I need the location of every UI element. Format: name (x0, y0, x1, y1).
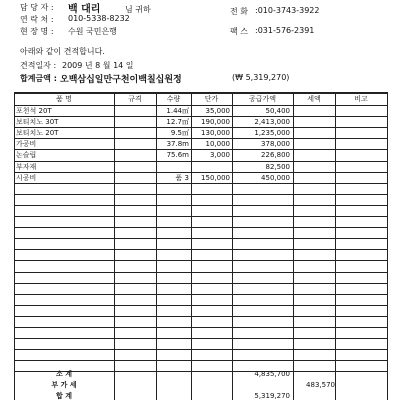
site-label: 현 장 명 : (20, 27, 54, 36)
cell-qty: 품 3 (175, 174, 189, 182)
subtotal-amount: 4,835,700 (254, 370, 290, 378)
cell-name: 포천석 20T (16, 107, 52, 115)
honorific: 님 귀하 (125, 5, 151, 14)
grand-amount: 5,319,270 (254, 392, 290, 400)
cell-amount: 50,400 (265, 107, 290, 115)
header-amount: 공급가액 (248, 95, 277, 103)
subtotal-label: 소 계 (56, 370, 72, 378)
cell-name: 시공비 (16, 174, 37, 182)
cell-amount: 450,000 (261, 174, 290, 182)
phone-value: :010-3743-3922 (255, 6, 320, 15)
cell-qty: 37.8m (166, 140, 189, 148)
cell-amount: 2,413,000 (254, 118, 290, 126)
header-note: 비고 (354, 95, 368, 103)
cell-name: 부자재 (16, 163, 37, 171)
cell-amount: 1,235,000 (254, 129, 290, 137)
cell-name: 논슬립 (16, 151, 37, 159)
cell-name: 보티치노 20T (16, 129, 59, 137)
header-spec: 규격 (128, 95, 142, 103)
contact-label: 담 당 자 : (20, 3, 54, 12)
cell-price: 150,000 (201, 174, 230, 182)
header-tax: 세액 (307, 95, 321, 103)
fax-label: 팩 스 (230, 27, 248, 36)
cell-price: 10,000 (205, 140, 230, 148)
cell-price: 190,000 (201, 118, 230, 126)
cell-qty: 12.7㎡ (166, 118, 189, 126)
date-label: 견적일자 : (20, 61, 57, 70)
header-item: 품 명 (56, 95, 72, 103)
cell-amount: 226,800 (261, 151, 290, 159)
total-label: 합계금액 : (20, 74, 57, 83)
phone-label: 전 화 (230, 7, 248, 16)
mobile-label: 연 락 처 : (20, 15, 54, 24)
cell-qty: 75.6m (166, 151, 189, 159)
contact-name: 백 대리 (68, 4, 101, 15)
date-value: 2009 년 8 월 14 일 (62, 61, 134, 70)
vat-amount: 483,570 (306, 381, 335, 389)
cell-name: 가공비 (16, 140, 37, 148)
cell-amount: 82,500 (265, 163, 290, 171)
grand-label: 합 계 (56, 392, 72, 400)
cell-price: 130,000 (201, 129, 230, 137)
cell-price: 35,000 (205, 107, 230, 115)
total-korean: 오백삼십일만구천이백칠십원정 (60, 75, 182, 85)
site-value: 수원 국민은행 (68, 27, 117, 36)
cell-qty: 1.44㎡ (166, 107, 189, 115)
cell-amount: 378,000 (261, 140, 290, 148)
header-price: 단가 (204, 95, 219, 103)
header-qty: 수량 (166, 95, 181, 103)
total-number: (₩ 5,319,270) (232, 73, 290, 82)
mobile-value: 010-5338-8232 (68, 14, 130, 23)
cell-qty: 9.5㎡ (170, 129, 189, 137)
cell-name: 보티치노 30T (16, 118, 59, 126)
vat-label: 부 가 세 (51, 381, 77, 389)
intro-sentence: 아래와 같이 견적합니다. (20, 47, 105, 56)
cell-price: 3,000 (209, 151, 230, 159)
fax-value: :031-576-2391 (255, 26, 315, 35)
